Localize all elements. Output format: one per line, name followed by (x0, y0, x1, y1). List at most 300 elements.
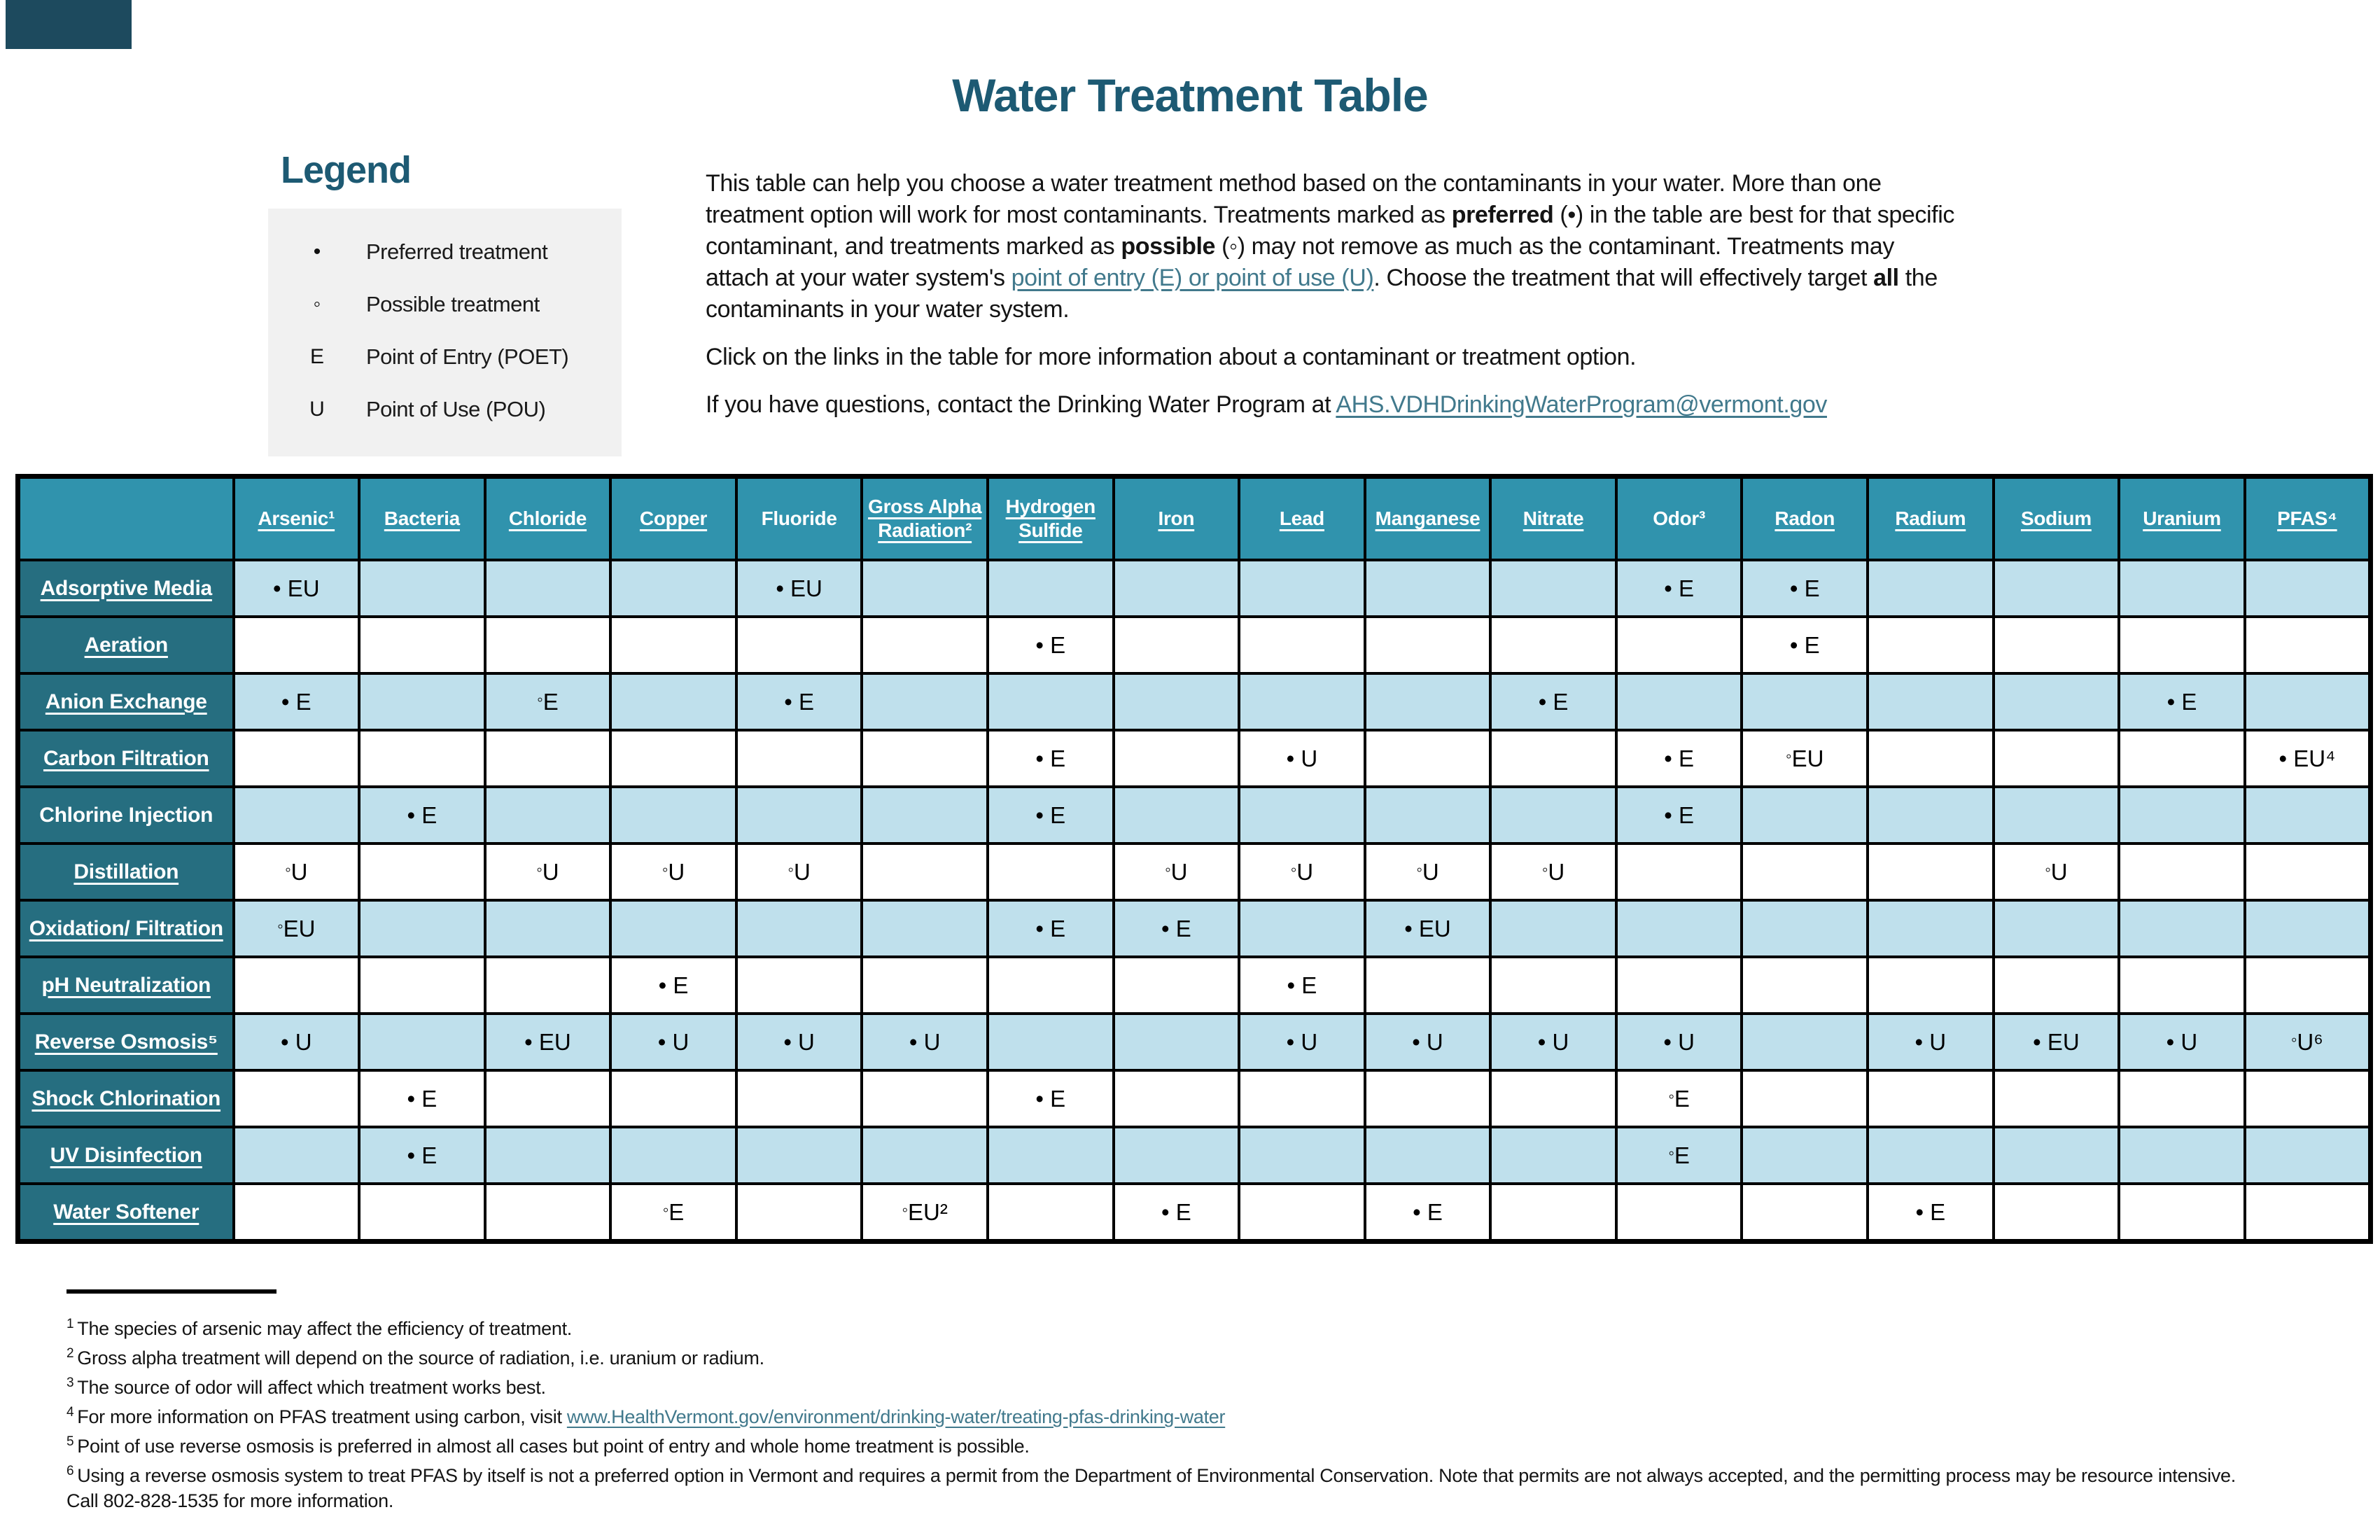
cell-anion-exchange-odor (1616, 673, 1742, 730)
cell-aeration-gross-alpha-radiation (862, 617, 988, 673)
treatment-link[interactable]: UV Disinfection (50, 1143, 202, 1167)
possible-treatment-mark: ◦ (1416, 860, 1422, 879)
cell-anion-exchange-iron (1114, 673, 1240, 730)
cell-ph-neutralization-arsenic (234, 957, 360, 1014)
cell-chlorine-injection-manganese (1365, 787, 1491, 844)
cell-distillation-arsenic: ◦U (234, 844, 360, 900)
cell-distillation-nitrate: ◦U (1490, 844, 1616, 900)
cell-ph-neutralization-hydrogen-sulfide (988, 957, 1114, 1014)
footnote-text: Gross alpha treatment will depend on the source of radiation, i.e. uranium or radium. (77, 1348, 764, 1368)
contaminant-link[interactable]: Sodium (2020, 507, 2092, 529)
legend-label: Point of Use (POU) (366, 396, 546, 421)
cell-chlorine-injection-lead (1239, 787, 1365, 844)
table-row-adsorptive-media (18, 560, 2371, 617)
table-header-row (18, 477, 2371, 561)
cell-reverse-osmosis-chloride: • EU (485, 1014, 611, 1070)
cell-aeration-hydrogen-sulfide: • E (988, 617, 1114, 673)
legend-label: Preferred treatment (366, 239, 548, 264)
col-header-lead[interactable] (1239, 477, 1365, 561)
emphasis-text: possible (1121, 233, 1216, 260)
cell-aeration-radium (1868, 617, 1994, 673)
row-label-distillation[interactable] (18, 844, 234, 900)
table-row-anion-exchange (18, 673, 2371, 730)
cell-reverse-osmosis-odor: • U (1616, 1014, 1742, 1070)
footnote-list (66, 1312, 2348, 1513)
cell-reverse-osmosis-lead: • U (1239, 1014, 1365, 1070)
cell-uv-disinfection-manganese (1365, 1127, 1491, 1184)
cell-oxidation-filtration-manganese: • EU (1365, 900, 1491, 957)
cell-oxidation-filtration-lead (1239, 900, 1365, 957)
legend-item-point-of-use-pou (268, 383, 622, 435)
cell-carbon-filtration-fluoride (736, 730, 862, 787)
cell-reverse-osmosis-arsenic: • U (234, 1014, 360, 1070)
possible-treatment-mark: ◦ (902, 1200, 909, 1219)
col-header-fluoride (736, 477, 862, 561)
cell-water-softener-hydrogen-sulfide (988, 1184, 1114, 1242)
footnote-6 (66, 1459, 2348, 1488)
cell-distillation-radium (1868, 844, 1994, 900)
emphasis-text: preferred (1451, 202, 1554, 228)
cell-chlorine-injection-chloride (485, 787, 611, 844)
legend-label: Possible treatment (366, 291, 540, 316)
cell-oxidation-filtration-pfas (2245, 900, 2371, 957)
contaminant-link[interactable]: Manganese (1375, 507, 1480, 529)
cell-aeration-bacteria (359, 617, 485, 673)
cell-reverse-osmosis-fluoride: • U (736, 1014, 862, 1070)
cell-anion-exchange-chloride: ◦E (485, 673, 611, 730)
col-header-sodium[interactable] (1994, 477, 2120, 561)
footnote-2 (66, 1341, 2348, 1371)
treatment-link[interactable]: Reverse Osmosis⁵ (34, 1030, 218, 1054)
cell-ph-neutralization-sodium (1994, 957, 2120, 1014)
cell-shock-chlorination-hydrogen-sulfide: • E (988, 1070, 1114, 1127)
footnote-text: The source of odor will affect which treatment works best. (77, 1377, 546, 1398)
cell-adsorptive-media-arsenic: • EU (234, 560, 360, 617)
cell-carbon-filtration-odor: • E (1616, 730, 1742, 787)
col-header-bacteria[interactable] (359, 477, 485, 561)
cell-carbon-filtration-sodium (1994, 730, 2120, 787)
footnote-3 (66, 1371, 2348, 1400)
cell-shock-chlorination-sodium (1994, 1070, 2120, 1127)
cell-shock-chlorination-bacteria: • E (359, 1070, 485, 1127)
possible-treatment-mark: ◦ (788, 860, 794, 879)
treatment-link[interactable]: Anion Exchange (45, 690, 207, 713)
legend-heading: Legend (281, 149, 412, 191)
cell-water-softener-uranium (2119, 1184, 2245, 1242)
cell-distillation-sodium: ◦U (1994, 844, 2120, 900)
row-label-reverse-osmosis[interactable] (18, 1014, 234, 1070)
row-label-oxidation-filtration[interactable] (18, 900, 234, 957)
cell-adsorptive-media-copper (610, 560, 736, 617)
cell-uv-disinfection-bacteria: • E (359, 1127, 485, 1184)
cell-aeration-sodium (1994, 617, 2120, 673)
col-header-radon[interactable] (1742, 477, 1868, 561)
row-label-uv-disinfection[interactable] (18, 1127, 234, 1184)
table-row-aeration (18, 617, 2371, 673)
cell-uv-disinfection-arsenic (234, 1127, 360, 1184)
text-link-point-of-entry-e-or-point-of-use-u[interactable]: point of entry (E) or point of use (U) (1011, 265, 1374, 291)
body-text: If you have questions, contact the Drinking Water Program at (706, 391, 1336, 418)
intro-paragraph-3 (706, 389, 1959, 421)
cell-chlorine-injection-fluoride (736, 787, 862, 844)
cell-uv-disinfection-uranium (2119, 1127, 2245, 1184)
row-label-water-softener[interactable] (18, 1184, 234, 1242)
cell-shock-chlorination-chloride (485, 1070, 611, 1127)
footnotes (66, 1289, 2348, 1513)
cell-uv-disinfection-nitrate (1490, 1127, 1616, 1184)
cell-distillation-iron: ◦U (1114, 844, 1240, 900)
cell-uv-disinfection-radium (1868, 1127, 1994, 1184)
cell-water-softener-chloride (485, 1184, 611, 1242)
cell-reverse-osmosis-radium: • U (1868, 1014, 1994, 1070)
treatment-link[interactable]: Oxidation/ Filtration (29, 916, 223, 940)
possible-treatment-mark: ◦ (1668, 1143, 1674, 1163)
legend-symbol: E (309, 344, 324, 368)
contaminant-label: Odor³ (1653, 507, 1705, 529)
text-link-ahs-vdhdrinkingwaterprogram-vermont-gov[interactable]: AHS.VDHDrinkingWaterProgram@vermont.gov (1336, 391, 1827, 418)
possible-treatment-mark: ◦ (2290, 1030, 2297, 1049)
cell-oxidation-filtration-iron: • E (1114, 900, 1240, 957)
body-text: This table can help you choose a water treatment method based on the contaminants in your water. More than one treatment option will work for most contaminants. Treatments marked as (706, 170, 1882, 228)
cell-oxidation-filtration-bacteria (359, 900, 485, 957)
cell-aeration-lead (1239, 617, 1365, 673)
cell-adsorptive-media-iron (1114, 560, 1240, 617)
cell-chlorine-injection-pfas (2245, 787, 2371, 844)
cell-anion-exchange-nitrate: • E (1490, 673, 1616, 730)
cell-carbon-filtration-lead: • U (1239, 730, 1365, 787)
cell-distillation-gross-alpha-radiation (862, 844, 988, 900)
footnote-text: Point of use reverse osmosis is preferred in almost all cases but point of entry and whole home treatment is possible. (77, 1436, 1030, 1457)
cell-oxidation-filtration-gross-alpha-radiation (862, 900, 988, 957)
contaminant-link[interactable]: Arsenic¹ (258, 507, 335, 529)
contaminant-link[interactable]: PFAS⁴ (2277, 507, 2337, 529)
cell-water-softener-odor (1616, 1184, 1742, 1242)
cell-adsorptive-media-fluoride: • EU (736, 560, 862, 617)
cell-reverse-osmosis-hydrogen-sulfide (988, 1014, 1114, 1070)
col-header-manganese[interactable] (1365, 477, 1491, 561)
contaminant-link[interactable]: Nitrate (1522, 507, 1584, 529)
cell-chlorine-injection-odor: • E (1616, 787, 1742, 844)
cell-shock-chlorination-iron (1114, 1070, 1240, 1127)
table-row-reverse-osmosis (18, 1014, 2371, 1070)
col-header-arsenic[interactable] (234, 477, 360, 561)
cell-carbon-filtration-copper (610, 730, 736, 787)
cell-anion-exchange-uranium: • E (2119, 673, 2245, 730)
body-text: (•) in the table are best for that specific contaminant, and treatments marked as (706, 202, 1954, 260)
cell-carbon-filtration-nitrate (1490, 730, 1616, 787)
cell-shock-chlorination-arsenic (234, 1070, 360, 1127)
cell-carbon-filtration-gross-alpha-radiation (862, 730, 988, 787)
contaminant-link[interactable]: Hydrogen Sulfide (1005, 496, 1096, 541)
cell-uv-disinfection-gross-alpha-radiation (862, 1127, 988, 1184)
footnote-5 (66, 1429, 2348, 1459)
cell-carbon-filtration-bacteria (359, 730, 485, 787)
cell-uv-disinfection-iron (1114, 1127, 1240, 1184)
legend-box (268, 209, 622, 456)
cell-aeration-fluoride (736, 617, 862, 673)
cell-water-softener-radium: • E (1868, 1184, 1994, 1242)
row-label-carbon-filtration[interactable] (18, 730, 234, 787)
table-row-water-softener (18, 1184, 2371, 1242)
cell-oxidation-filtration-arsenic: ◦EU (234, 900, 360, 957)
body-text: Click on the links in the table for more information about a contaminant or treatment option. (706, 344, 1637, 370)
col-header-uranium[interactable] (2119, 477, 2245, 561)
cell-reverse-osmosis-bacteria (359, 1014, 485, 1070)
cell-carbon-filtration-manganese (1365, 730, 1491, 787)
table-row-carbon-filtration (18, 730, 2371, 787)
cell-oxidation-filtration-radon (1742, 900, 1868, 957)
row-label-aeration[interactable] (18, 617, 234, 673)
legend-symbol: • (313, 239, 321, 263)
cell-ph-neutralization-uranium (2119, 957, 2245, 1014)
possible-treatment-mark: ◦ (1290, 860, 1297, 879)
cell-distillation-odor (1616, 844, 1742, 900)
cell-carbon-filtration-iron (1114, 730, 1240, 787)
legend-label: Point of Entry (POET) (366, 344, 569, 369)
col-header-pfas[interactable] (2245, 477, 2371, 561)
footnote-link-www-healthvermont-gov-environment-drinki[interactable]: www.HealthVermont.gov/environment/drinking-water/treating-pfas-drinking-water (566, 1406, 1226, 1427)
cell-ph-neutralization-iron (1114, 957, 1240, 1014)
cell-ph-neutralization-bacteria (359, 957, 485, 1014)
cell-carbon-filtration-arsenic (234, 730, 360, 787)
cell-uv-disinfection-chloride (485, 1127, 611, 1184)
cell-adsorptive-media-gross-alpha-radiation (862, 560, 988, 617)
treatment-link[interactable]: Water Softener (53, 1200, 200, 1224)
cell-ph-neutralization-gross-alpha-radiation (862, 957, 988, 1014)
cell-shock-chlorination-uranium (2119, 1070, 2245, 1127)
cell-shock-chlorination-radon (1742, 1070, 1868, 1127)
cell-water-softener-copper: ◦E (610, 1184, 736, 1242)
footnote-continuation (66, 1488, 2348, 1513)
cell-uv-disinfection-odor: ◦E (1616, 1127, 1742, 1184)
cell-anion-exchange-sodium (1994, 673, 2120, 730)
cell-aeration-uranium (2119, 617, 2245, 673)
legend-item-preferred-treatment (268, 225, 622, 278)
contaminant-link[interactable]: Gross Alpha Radiation² (868, 496, 982, 541)
cell-adsorptive-media-hydrogen-sulfide (988, 560, 1114, 617)
col-header-hydrogen-sulfide[interactable] (988, 477, 1114, 561)
cell-water-softener-arsenic (234, 1184, 360, 1242)
cell-ph-neutralization-copper: • E (610, 957, 736, 1014)
cell-distillation-radon (1742, 844, 1868, 900)
cell-carbon-filtration-hydrogen-sulfide: • E (988, 730, 1114, 787)
cell-water-softener-manganese: • E (1365, 1184, 1491, 1242)
cell-ph-neutralization-radium (1868, 957, 1994, 1014)
cell-oxidation-filtration-fluoride (736, 900, 862, 957)
cell-ph-neutralization-chloride (485, 957, 611, 1014)
cell-adsorptive-media-uranium (2119, 560, 2245, 617)
cell-chlorine-injection-sodium (1994, 787, 2120, 844)
cell-distillation-fluoride: ◦U (736, 844, 862, 900)
cell-reverse-osmosis-pfas: ◦U⁶ (2245, 1014, 2371, 1070)
cell-distillation-lead: ◦U (1239, 844, 1365, 900)
cell-chlorine-injection-arsenic (234, 787, 360, 844)
cell-uv-disinfection-hydrogen-sulfide (988, 1127, 1114, 1184)
cell-anion-exchange-radium (1868, 673, 1994, 730)
cell-shock-chlorination-copper (610, 1070, 736, 1127)
cell-chlorine-injection-uranium (2119, 787, 2245, 844)
intro-text (706, 168, 1959, 437)
cell-anion-exchange-manganese (1365, 673, 1491, 730)
cell-aeration-manganese (1365, 617, 1491, 673)
cell-ph-neutralization-pfas (2245, 957, 2371, 1014)
treatment-link[interactable]: Aeration (84, 633, 168, 657)
row-label-shock-chlorination[interactable] (18, 1070, 234, 1127)
cell-water-softener-pfas (2245, 1184, 2371, 1242)
cell-uv-disinfection-copper (610, 1127, 736, 1184)
footnote-marker: 5 (66, 1434, 78, 1449)
possible-treatment-mark: ◦ (2045, 860, 2051, 879)
cell-anion-exchange-pfas (2245, 673, 2371, 730)
row-label-anion-exchange[interactable] (18, 673, 234, 730)
treatment-link[interactable]: Shock Chlorination (31, 1086, 221, 1110)
possible-treatment-mark: ◦ (1668, 1086, 1674, 1106)
possible-treatment-mark: ◦ (285, 860, 291, 879)
cell-oxidation-filtration-sodium (1994, 900, 2120, 957)
possible-treatment-mark: ◦ (537, 690, 543, 709)
cell-reverse-osmosis-uranium: • U (2119, 1014, 2245, 1070)
cell-chlorine-injection-radium (1868, 787, 1994, 844)
cell-aeration-radon: • E (1742, 617, 1868, 673)
cell-reverse-osmosis-copper: • U (610, 1014, 736, 1070)
cell-reverse-osmosis-gross-alpha-radiation: • U (862, 1014, 988, 1070)
col-header-copper[interactable] (610, 477, 736, 561)
treatment-link[interactable]: Distillation (74, 860, 179, 883)
cell-chlorine-injection-nitrate (1490, 787, 1616, 844)
cell-oxidation-filtration-uranium (2119, 900, 2245, 957)
footnote-marker: 4 (66, 1405, 78, 1420)
cell-aeration-arsenic (234, 617, 360, 673)
cell-uv-disinfection-pfas (2245, 1127, 2371, 1184)
row-label-ph-neutralization[interactable] (18, 957, 234, 1014)
contaminant-link[interactable]: Bacteria (384, 507, 460, 529)
table-row-ph-neutralization (18, 957, 2371, 1014)
contaminant-label: Fluoride (761, 507, 837, 529)
cell-chlorine-injection-iron (1114, 787, 1240, 844)
cell-uv-disinfection-lead (1239, 1127, 1365, 1184)
cell-adsorptive-media-radium (1868, 560, 1994, 617)
footnote-marker: 1 (66, 1317, 78, 1331)
treatment-link[interactable]: pH Neutralization (41, 973, 211, 997)
cell-oxidation-filtration-nitrate (1490, 900, 1616, 957)
cell-water-softener-iron: • E (1114, 1184, 1240, 1242)
cell-oxidation-filtration-chloride (485, 900, 611, 957)
cell-carbon-filtration-uranium (2119, 730, 2245, 787)
cell-aeration-chloride (485, 617, 611, 673)
cell-shock-chlorination-fluoride (736, 1070, 862, 1127)
cell-water-softener-nitrate (1490, 1184, 1616, 1242)
cell-oxidation-filtration-radium (1868, 900, 1994, 957)
cell-shock-chlorination-gross-alpha-radiation (862, 1070, 988, 1127)
cell-ph-neutralization-nitrate (1490, 957, 1616, 1014)
treatment-link[interactable]: Carbon Filtration (43, 746, 209, 770)
cell-carbon-filtration-pfas: • EU⁴ (2245, 730, 2371, 787)
treatment-link[interactable]: Adsorptive Media (40, 576, 212, 600)
contaminant-link[interactable]: Lead (1279, 507, 1324, 529)
corner-mark (6, 0, 132, 49)
cell-adsorptive-media-odor: • E (1616, 560, 1742, 617)
cell-carbon-filtration-chloride (485, 730, 611, 787)
cell-distillation-copper: ◦U (610, 844, 736, 900)
table-row-shock-chlorination (18, 1070, 2371, 1127)
cell-carbon-filtration-radon: ◦EU (1742, 730, 1868, 787)
footnote-text: Using a reverse osmosis system to treat PFAS by itself is not a preferred option in Vermont and requires a permit from the Department of Environmental Conservation. Note that permits are not always accepted, and the permitting process may be resource intensive. (77, 1465, 2236, 1486)
row-label-chlorine-injection (18, 787, 234, 844)
cell-anion-exchange-radon (1742, 673, 1868, 730)
footnote-marker: 3 (66, 1376, 78, 1390)
cell-aeration-nitrate (1490, 617, 1616, 673)
intro-paragraph-2 (706, 342, 1959, 373)
cell-distillation-hydrogen-sulfide (988, 844, 1114, 900)
contaminant-link[interactable]: Chloride (508, 507, 587, 529)
cell-water-softener-lead (1239, 1184, 1365, 1242)
contaminant-link[interactable]: Radon (1774, 507, 1835, 529)
cell-oxidation-filtration-copper (610, 900, 736, 957)
body-text: (◦) may not remove as much as the contaminant. Treatments may attach at your water system's (706, 233, 1894, 291)
table-row-chlorine-injection (18, 787, 2371, 844)
cell-shock-chlorination-radium (1868, 1070, 1994, 1127)
cell-water-softener-radon (1742, 1184, 1868, 1242)
cell-water-softener-gross-alpha-radiation: ◦EU² (862, 1184, 988, 1242)
footnote-4 (66, 1400, 2348, 1429)
possible-treatment-mark: ◦ (1165, 860, 1171, 879)
body-text: the contaminants in your water system. (706, 265, 1938, 323)
possible-treatment-mark: ◦ (1786, 746, 1792, 766)
cell-anion-exchange-gross-alpha-radiation (862, 673, 988, 730)
legend-symbol: U (309, 397, 325, 421)
footnote-text: The species of arsenic may affect the efficiency of treatment. (77, 1318, 573, 1339)
cell-carbon-filtration-radium (1868, 730, 1994, 787)
table-row-distillation (18, 844, 2371, 900)
contaminant-link[interactable]: Radium (1895, 507, 1966, 529)
cell-anion-exchange-arsenic: • E (234, 673, 360, 730)
col-header-chloride[interactable] (485, 477, 611, 561)
cell-shock-chlorination-odor: ◦E (1616, 1070, 1742, 1127)
cell-oxidation-filtration-hydrogen-sulfide: • E (988, 900, 1114, 957)
page-title: Water Treatment Table (952, 69, 1428, 121)
cell-anion-exchange-bacteria (359, 673, 485, 730)
row-label-adsorptive-media[interactable] (18, 560, 234, 617)
cell-distillation-bacteria (359, 844, 485, 900)
cell-uv-disinfection-sodium (1994, 1127, 2120, 1184)
water-treatment-table (15, 474, 2373, 1244)
possible-treatment-mark: ◦ (536, 860, 542, 879)
cell-adsorptive-media-radon: • E (1742, 560, 1868, 617)
contaminant-link[interactable]: Uranium (2143, 507, 2221, 529)
cell-anion-exchange-hydrogen-sulfide (988, 673, 1114, 730)
col-header-nitrate[interactable] (1490, 477, 1616, 561)
cell-shock-chlorination-pfas (2245, 1070, 2371, 1127)
legend-item-point-of-entry-poet (268, 330, 622, 383)
cell-ph-neutralization-radon (1742, 957, 1868, 1014)
col-header-iron[interactable] (1114, 477, 1240, 561)
col-header-gross-alpha-radiation[interactable] (862, 477, 988, 561)
cell-oxidation-filtration-odor (1616, 900, 1742, 957)
footnote-1 (66, 1312, 2348, 1341)
contaminant-link[interactable]: Copper (639, 507, 708, 529)
possible-treatment-mark: ◦ (662, 860, 668, 879)
cell-water-softener-bacteria (359, 1184, 485, 1242)
footnote-marker: 6 (66, 1464, 78, 1478)
cell-shock-chlorination-nitrate (1490, 1070, 1616, 1127)
cell-aeration-odor (1616, 617, 1742, 673)
table-row-oxidation-filtration (18, 900, 2371, 957)
cell-reverse-osmosis-radon (1742, 1014, 1868, 1070)
col-header-radium[interactable] (1868, 477, 1994, 561)
table-body (18, 560, 2371, 1242)
cell-anion-exchange-copper (610, 673, 736, 730)
contaminant-link[interactable]: Iron (1158, 507, 1195, 529)
